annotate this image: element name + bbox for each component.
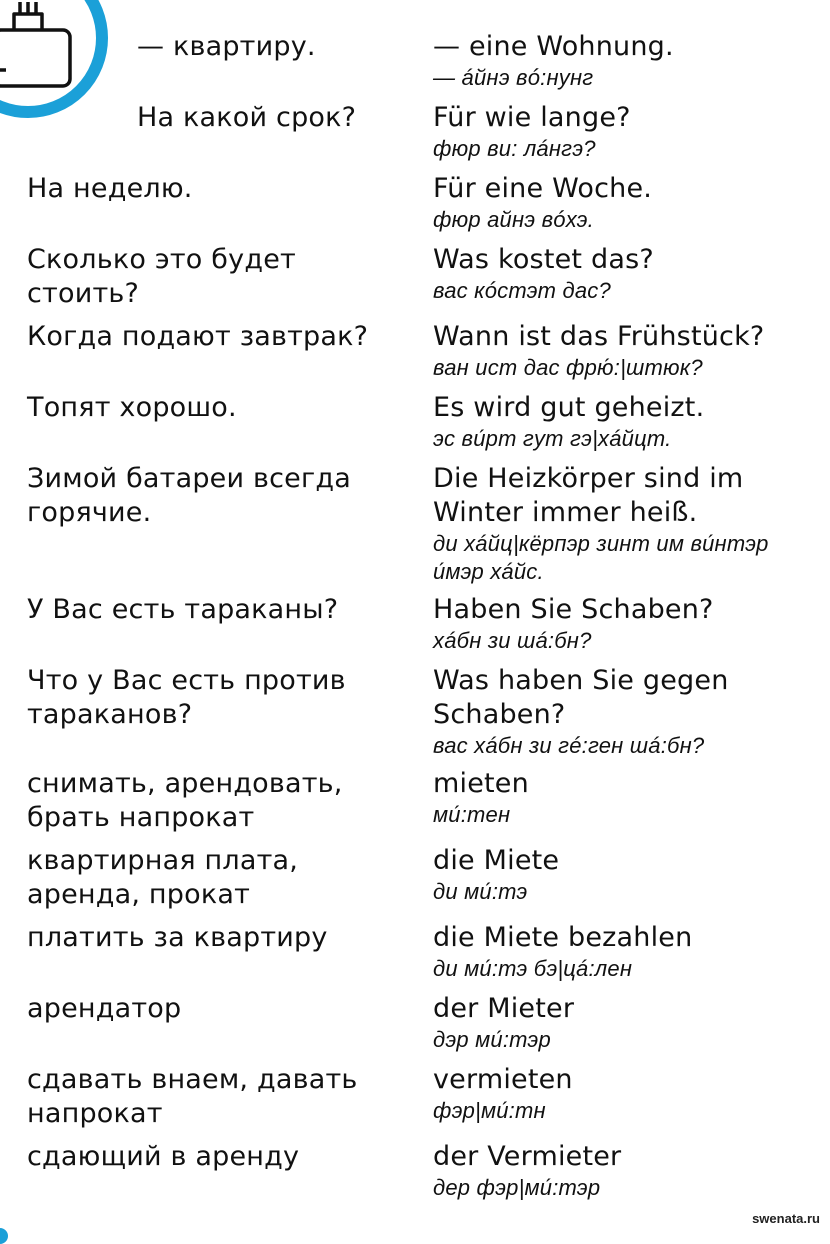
german-line: Haben Sie Schaben? xyxy=(433,594,714,625)
german-phrase xyxy=(433,243,654,305)
german-phrase xyxy=(433,30,674,92)
watermark: swenata.ru xyxy=(752,1211,820,1226)
german-line: die Miete bezahlen xyxy=(433,922,693,953)
pronunciation-line: эс ви́рт гут гэ|хáйцт. xyxy=(433,426,672,451)
german-line: Was kostet das? xyxy=(433,244,654,275)
german-phrase xyxy=(433,992,574,1054)
german-line: Winter immer heiß. xyxy=(433,497,698,528)
russian-line: платить за квартиру xyxy=(27,922,328,953)
german-line: die Miete xyxy=(433,845,560,876)
russian-line: На какой срок? xyxy=(137,102,357,133)
german-line: — eine Wohnung. xyxy=(433,31,674,62)
pronunciation-line: вас хáбн зи гé:ген шá:бн? xyxy=(433,733,705,758)
russian-line: Топят хорошо. xyxy=(27,392,237,423)
russian-line: аренда, прокат xyxy=(27,879,251,910)
pronunciation-line: и́мэр хáйс. xyxy=(433,559,544,584)
german-phrase xyxy=(433,844,559,906)
russian-phrase xyxy=(27,320,368,354)
russian-line: сдавать внаем, давать xyxy=(27,1064,358,1095)
russian-line: снимать, арендовать, xyxy=(27,768,343,799)
pronunciation-line: ди ми́:тэ бэ|цá:лен xyxy=(433,956,633,981)
russian-phrase xyxy=(27,593,338,627)
german-line: mieten xyxy=(433,768,529,799)
russian-phrase xyxy=(137,30,316,64)
german-phrase xyxy=(433,101,631,163)
german-phrase xyxy=(433,172,652,234)
russian-line: горячие. xyxy=(27,497,152,528)
german-line: Die Heizkörper sind im xyxy=(433,463,744,494)
russian-line: арендатор xyxy=(27,993,182,1024)
pronunciation-line: дэр ми́:тэр xyxy=(433,1027,551,1052)
pronunciation-line: ван ист дас фрю́:|штюк? xyxy=(433,355,703,380)
russian-line: тараканов? xyxy=(27,699,193,730)
german-phrase xyxy=(433,921,692,983)
pronunciation-line: дер фэр|ми́:тэр xyxy=(433,1175,601,1200)
russian-line: квартирная плата, xyxy=(27,845,299,876)
russian-line: напрокат xyxy=(27,1098,163,1129)
suitcase-icon xyxy=(0,2,70,86)
russian-line: стоить? xyxy=(27,278,140,309)
german-line: Wann ist das Frühstück? xyxy=(433,321,765,352)
russian-line: У Вас есть тараканы? xyxy=(27,594,339,625)
pronunciation-line: ми́:тен xyxy=(433,802,511,827)
german-line: Es wird gut geheizt. xyxy=(433,392,705,423)
russian-phrase xyxy=(27,664,346,732)
russian-line: сдающий в аренду xyxy=(27,1141,300,1172)
russian-phrase xyxy=(137,101,356,135)
german-phrase xyxy=(433,593,714,655)
pronunciation-line: фюр ви: лáнгэ? xyxy=(433,136,596,161)
russian-phrase xyxy=(27,767,343,835)
german-line: Für eine Woche. xyxy=(433,173,653,204)
german-phrase xyxy=(433,1140,621,1202)
german-line: vermieten xyxy=(433,1064,573,1095)
corner-circle-decoration xyxy=(0,0,120,135)
german-phrase xyxy=(433,391,704,453)
russian-phrase xyxy=(27,172,193,206)
german-phrase xyxy=(433,664,729,760)
russian-phrase xyxy=(27,1140,299,1174)
russian-phrase xyxy=(27,462,351,530)
russian-line: Что у Вас есть против xyxy=(27,665,346,696)
german-phrase xyxy=(433,767,529,829)
german-phrase xyxy=(433,320,764,382)
russian-phrase xyxy=(27,992,181,1026)
german-phrase xyxy=(433,462,769,586)
russian-line: Сколько это будет xyxy=(27,244,296,275)
pronunciation-line: — áйнэ вó:нунг xyxy=(433,65,594,90)
russian-line: Когда подают завтрак? xyxy=(27,321,369,352)
pronunciation-line: ди хáйц|кëрпэр зинт им ви́нтэр xyxy=(433,531,769,556)
russian-line: На неделю. xyxy=(27,173,193,204)
pronunciation-line: вас кóстэт дас? xyxy=(433,278,611,303)
german-line: der Mieter xyxy=(433,993,575,1024)
german-line: Was haben Sie gegen xyxy=(433,665,729,696)
russian-line: Зимой батареи всегда xyxy=(27,463,351,494)
german-line: der Vermieter xyxy=(433,1141,622,1172)
russian-phrase xyxy=(27,243,296,311)
pronunciation-line: фэр|ми́:тн xyxy=(433,1098,546,1123)
russian-line: — квартиру. xyxy=(137,31,316,62)
pronunciation-line: фюр айнэ вóхэ. xyxy=(433,207,594,232)
german-line: Schaben? xyxy=(433,699,566,730)
russian-phrase xyxy=(27,1063,358,1131)
pronunciation-line: хáбн зи шá:бн? xyxy=(433,628,592,653)
russian-phrase xyxy=(27,921,328,955)
german-line: Für wie lange? xyxy=(433,102,631,133)
russian-line: брать напрокат xyxy=(27,802,255,833)
german-phrase xyxy=(433,1063,573,1125)
russian-phrase xyxy=(27,844,298,912)
corner-dot-decoration xyxy=(0,1228,8,1244)
russian-phrase xyxy=(27,391,237,425)
pronunciation-line: ди ми́:тэ xyxy=(433,879,528,904)
